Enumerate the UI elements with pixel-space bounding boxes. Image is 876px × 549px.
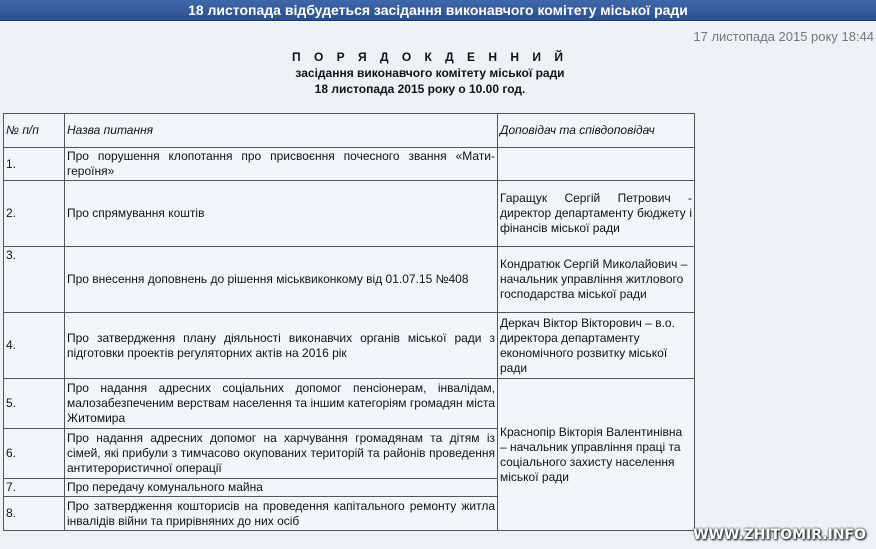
row-num: 3. <box>4 247 65 313</box>
table-row <box>4 148 695 181</box>
row-num: 5. <box>4 379 65 429</box>
table-row <box>4 313 695 379</box>
table-row <box>4 181 695 247</box>
row-speaker: Кондратюк Сергій Миколайович – начальник управління житлового господарства міської ради <box>498 247 695 313</box>
row-name: Про затвердження кошторисів на проведення капітального ремонту житла інвалідів війни та прирівняних до них осіб <box>65 497 498 531</box>
header-name: Назва питання <box>65 114 498 148</box>
publish-date: 17 листопада 2015 року 18:44 <box>693 29 874 44</box>
row-name: Про внесення доповнень до рішення міськвиконкому від 01.07.15 №408 <box>65 247 498 313</box>
table-row <box>4 379 695 429</box>
header-num: № п/п <box>4 114 65 148</box>
row-num: 2. <box>4 181 65 247</box>
row-name: Про передачу комунального майна <box>65 479 498 497</box>
row-name: Про спрямування коштів <box>65 181 498 247</box>
agenda-heading: П О Р Я Д О К Д Е Н Н И Й <box>292 50 568 64</box>
row-speaker: Деркач Віктор Вікторович – в.о. директора департаменту економічного розвитку міської ради <box>498 313 695 379</box>
row-num: 6. <box>4 429 65 479</box>
row-name: Про затвердження плану діяльності виконавчих органів міської ради з підготовки проектів регуляторних актів на 2016 рік <box>65 313 498 379</box>
agenda-subheading: засідання виконавчого комітету міської ради <box>295 66 565 80</box>
page-title: 18 листопада відбудеться засідання виконавчого комітету міської ради <box>0 0 876 21</box>
row-num: 1. <box>4 148 65 181</box>
site-watermark: WWW.ZHITOMIR.INFO <box>693 527 866 543</box>
table-row <box>4 247 695 313</box>
row-num: 7. <box>4 479 65 497</box>
row-name: Про надання адресних соціальних допомог пенсіонерам, інвалідам, малозабезпеченим верствам населення та іншим категоріям громадян міста Житомира <box>65 379 498 429</box>
row-speaker: Гаращук Сергій Петрович - директор департаменту бюджету і фінансів міської ради <box>498 181 695 247</box>
row-num: 8. <box>4 497 65 531</box>
row-name: Про порушення клопотання про присвоєння почесного звання «Мати-героїня» <box>65 148 498 181</box>
row-num: 4. <box>4 313 65 379</box>
header-speaker: Доповідач та співдоповідач <box>498 114 695 148</box>
row-speaker <box>498 148 695 181</box>
merged-speaker: Краснопір Вікторія Валентинівна – начальник управління праці та соціального захисту населення міської ради <box>498 379 695 531</box>
row-name: Про надання адресних допомог на харчування громадянам та дітям із сімей, які прибули з тимчасово окупованих територій та районів проведення антитерористичної операції <box>65 429 498 479</box>
table-header-row <box>4 114 695 148</box>
agenda-date: 18 листопада 2015 року о 10.00 год. <box>314 82 526 96</box>
agenda-table <box>3 113 695 531</box>
